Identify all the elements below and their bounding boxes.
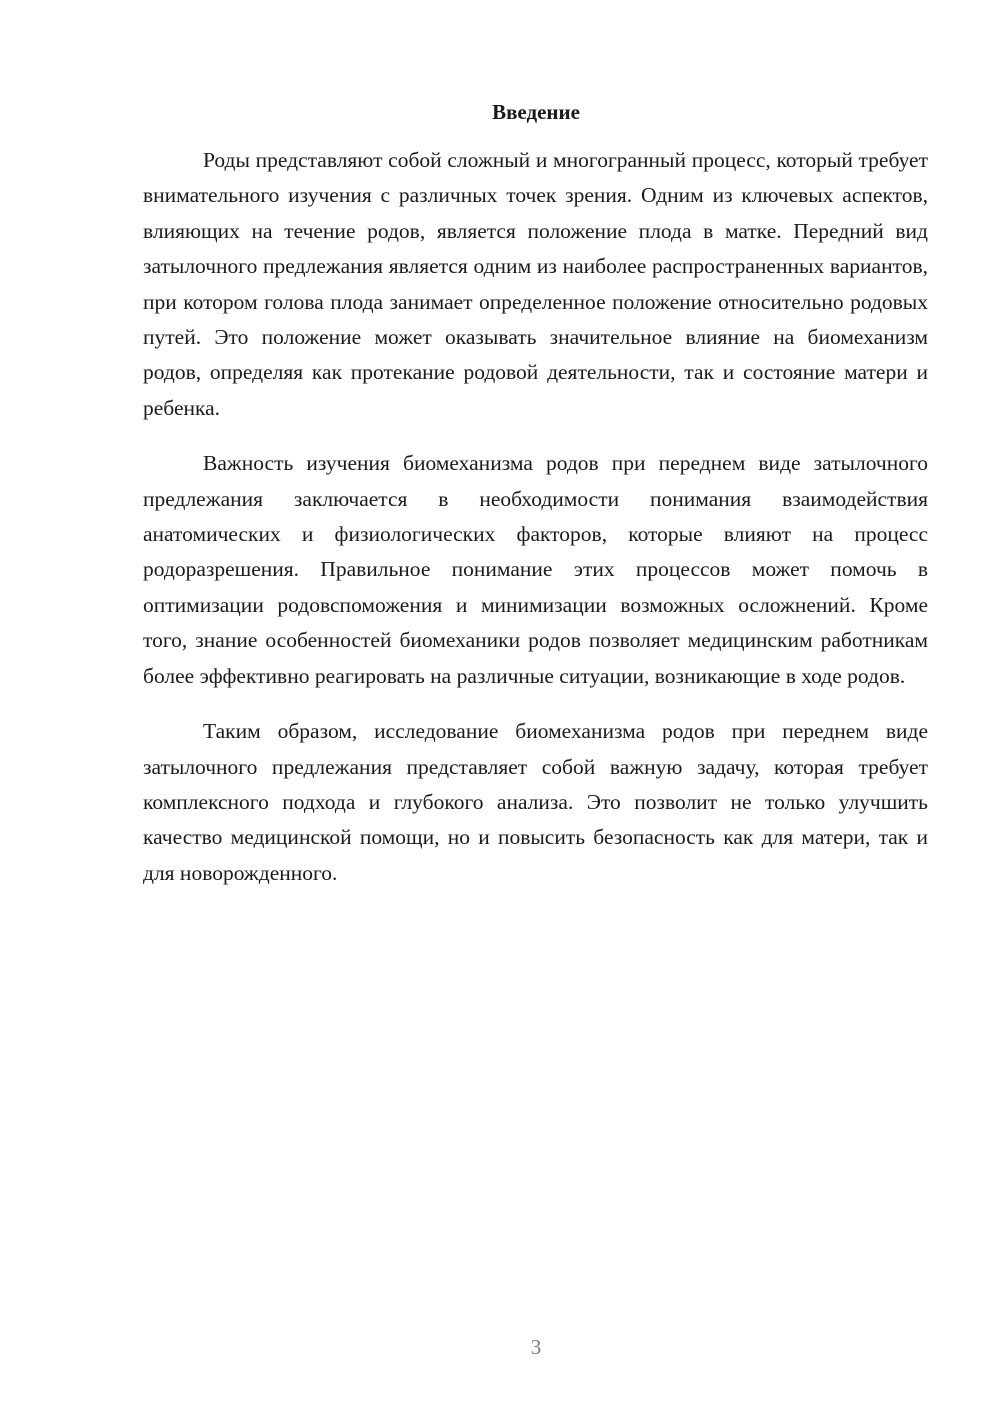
page-number: 3: [530, 1335, 542, 1359]
paragraph-conclusion: Таким образом, исследование биомеханизма родов при переднем виде затылочного предлежания представляет собой важную задачу, которая требует комплексного подхода и глубокого анализа. Это позволит не только улучшить качество медицинской помощи, но и повысить безопасность как для матери, так и для новорожденного.: [143, 719, 928, 885]
body-text: [143, 143, 928, 911]
paragraph-intro: Роды представляют собой сложный и многогранный процесс, который требует внимательного изучения с различных точек зрения. Одним из ключевых аспектов, влияющих на течение родов, является положение плода в матке. Передний вид затылочного предлежания является одним из наиболее распространенных вариантов, при котором голова плода занимает определенное положение относительно родовых путей. Это положение может оказывать значительное влияние на биомеханизм родов, определяя как протекание родовой деятельности, так и состояние матери и ребенка.: [143, 148, 928, 420]
paragraph-importance: Важность изучения биомеханизма родов при переднем виде затылочного предлежания заключается в необходимости понимания взаимодействия анатомических и физиологических факторов, которые влияют на процесс родоразрешения. Правильное понимание этих процессов может помочь в оптимизации родовспоможения и минимизации возможных осложнений. Кроме того, знание особенностей биомеханики родов позволяет медицинским работникам более эффективно реагировать на различные ситуации, возникающие в ходе родов.: [143, 451, 928, 688]
section-title: Введение: [492, 100, 580, 124]
